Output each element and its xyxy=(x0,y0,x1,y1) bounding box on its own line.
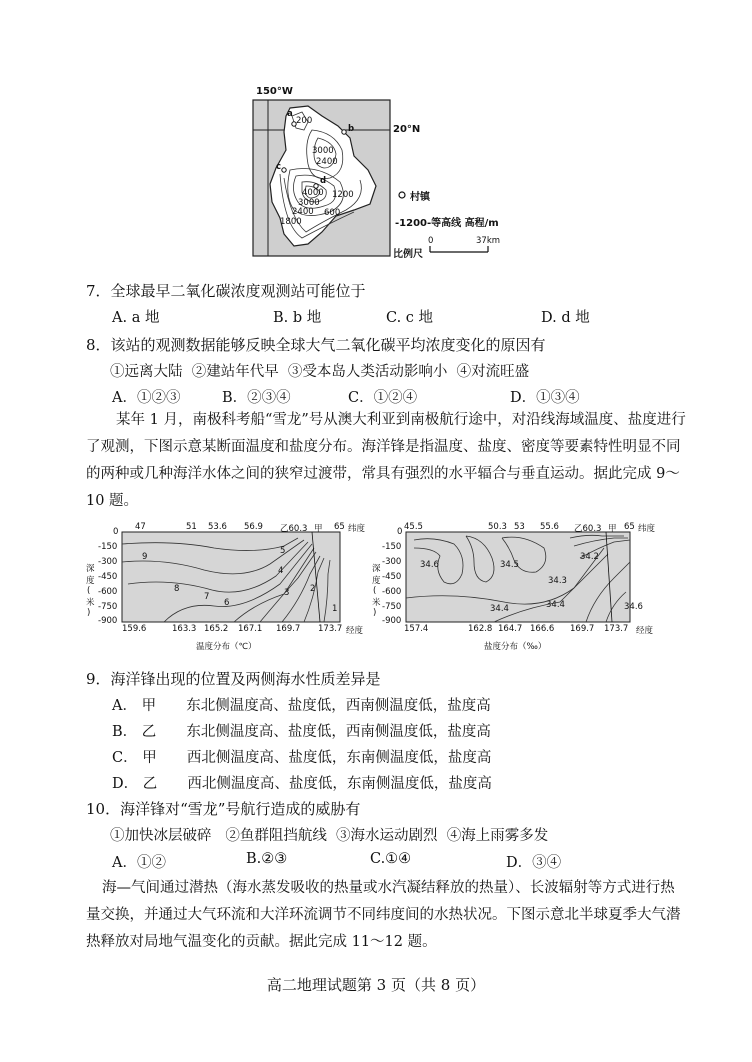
salinity-section-chart xyxy=(374,518,668,656)
salt-top-label: 65 xyxy=(624,522,635,532)
q9-option-letter: D． xyxy=(112,776,139,792)
salt-x-tick: 164.7 xyxy=(498,624,523,634)
contour-label: 3000 xyxy=(298,198,320,208)
contour-label: 2400 xyxy=(316,157,338,167)
temp-top-label: 纬度 xyxy=(348,524,366,534)
q8-option-c: C．①②④ xyxy=(348,390,418,406)
salt-top-label: 53 xyxy=(514,522,525,532)
temp-top-label: 53.6 xyxy=(208,522,227,532)
q7-option-b: B. b 地 xyxy=(273,310,322,326)
salt-ylabel: 度 xyxy=(372,576,381,586)
scale-zero: 0 xyxy=(428,236,434,246)
salt-y-tick: -600 xyxy=(382,587,402,597)
temp-x-tick: 163.3 xyxy=(172,624,197,634)
contour-label: 4000 xyxy=(302,188,324,198)
q9-option-desc: 西北侧温度高、盐度低，东南侧温度低，盐度高 xyxy=(187,776,492,792)
q9-option-letter: A． xyxy=(112,698,137,714)
temp-x-tick: 169.7 xyxy=(276,624,301,634)
village-c-marker xyxy=(282,168,286,172)
temp-contour-label: 1 xyxy=(332,604,338,614)
temp-x-tick: 经度 xyxy=(346,626,364,636)
temp-x-tick: 173.7 xyxy=(318,624,343,634)
salt-ylabel: ( xyxy=(373,586,377,596)
temp-contour-label: 6 xyxy=(224,598,230,608)
q9-option-place: 甲 xyxy=(142,750,157,766)
contour-label: 3000 xyxy=(312,146,334,156)
salt-x-tick: 经度 xyxy=(636,626,654,636)
q9-option-letter: B． xyxy=(112,724,138,740)
temp-contour-label: 4 xyxy=(278,566,284,576)
q10-option-c: C.①④ xyxy=(370,851,412,867)
temp-ylabel: ) xyxy=(87,608,91,618)
temp-ylabel: 深 xyxy=(86,564,95,574)
salt-y-tick: -150 xyxy=(382,542,402,552)
q10-option-b: B.②③ xyxy=(246,851,288,867)
salt-x-tick: 173.7 xyxy=(604,624,629,634)
temp-contour-label: 7 xyxy=(204,592,210,602)
q8-option-a: A．①②③ xyxy=(112,390,181,406)
temp-contour-label: 5 xyxy=(280,546,286,556)
temp-top-label: 51 xyxy=(186,522,197,532)
q8-stem: 8．该站的观测数据能够反映全球大气二氧化碳平均浓度变化的原因有 xyxy=(86,336,546,354)
salt-x-tick: 157.4 xyxy=(404,624,429,634)
q9-option-b xyxy=(112,720,491,741)
temp-y-tick: -450 xyxy=(98,572,118,582)
scale-label: 比例尺 xyxy=(393,249,423,260)
temp-y-tick: -750 xyxy=(98,602,118,612)
temp-contour-label: 2 xyxy=(310,584,316,594)
salt-x-tick: 162.8 xyxy=(468,624,493,634)
salt-contour-label: 34.6 xyxy=(624,602,643,612)
temp-top-label: 甲 xyxy=(314,524,323,534)
legend-village-label: 村镇 xyxy=(410,192,430,203)
salt-contour-label: 34.5 xyxy=(500,560,519,570)
temp-top-label: 乙60.3 xyxy=(280,524,308,534)
point-label-a: a xyxy=(287,109,293,119)
contour-label: 200 xyxy=(296,116,313,126)
map-lat-label: 20°N xyxy=(393,124,421,135)
salt-top-label: 甲 xyxy=(608,524,617,534)
temp-x-tick: 159.6 xyxy=(122,624,147,634)
legend-contour-label: -1200-等高线 高程/m xyxy=(395,218,499,229)
temp-contour-label: 3 xyxy=(284,588,290,598)
temp-top-label: 65 xyxy=(334,522,345,532)
salt-ylabel: 米 xyxy=(372,598,381,608)
island-map xyxy=(250,86,510,262)
temp-contour-label: 9 xyxy=(142,552,148,562)
salt-y-tick: -900 xyxy=(382,616,402,626)
scale-distance: 37km xyxy=(476,236,501,246)
salinity-chart-drawing xyxy=(374,518,668,656)
map-lon-label: 150°W xyxy=(256,86,293,97)
temp-top-label: 56.9 xyxy=(244,522,263,532)
salt-contour-label: 34.2 xyxy=(580,552,599,562)
salt-x-tick: 169.7 xyxy=(570,624,595,634)
temp-ylabel: ( xyxy=(87,586,91,596)
q9-option-desc: 东北侧温度高、盐度低，西南侧温度低，盐度高 xyxy=(186,724,491,740)
q10-items: ①加快冰层破碎 ②鱼群阻挡航线 ③海水运动剧烈 ④海上雨雾多发 xyxy=(110,828,549,844)
temp-x-tick: 165.2 xyxy=(204,624,229,634)
salt-top-label: 纬度 xyxy=(638,524,656,534)
q9-option-desc: 东北侧温度高、盐度低，西南侧温度低，盐度高 xyxy=(186,698,491,714)
temperature-section-chart xyxy=(84,518,376,656)
temp-ylabel: 米 xyxy=(86,598,95,608)
q9-option-letter: C． xyxy=(112,750,138,766)
q9-option-c xyxy=(112,746,491,767)
q7-option-d: D. d 地 xyxy=(541,310,590,326)
q10-option-a: A．①② xyxy=(112,855,166,871)
q8-option-d: D．①③④ xyxy=(510,390,580,406)
temp-top-label: 47 xyxy=(135,522,146,532)
salt-contour-label: 34.4 xyxy=(490,604,509,614)
q9-option-d xyxy=(112,772,492,793)
q9-option-place: 乙 xyxy=(142,776,158,792)
point-label-c: c xyxy=(276,162,282,172)
salt-contour-label: 34.3 xyxy=(548,576,567,586)
temperature-chart-drawing xyxy=(84,518,376,656)
q8-option-b: B．②③④ xyxy=(222,390,291,406)
salt-y-tick: 0 xyxy=(397,527,403,537)
salt-x-tick: 166.6 xyxy=(530,624,555,634)
q8-items: ①远离大陆 ②建站年代早 ③受本岛人类活动影响小 ④对流旺盛 xyxy=(110,364,530,380)
page-footer: 高二地理试题第 3 页（共 8 页） xyxy=(266,976,486,994)
temp-chart-caption: 温度分布（℃） xyxy=(196,642,257,652)
q9-stem: 9．海洋锋出现的位置及两侧海水性质差异是 xyxy=(86,670,381,688)
temp-y-tick: -150 xyxy=(98,542,118,552)
village-b-marker xyxy=(342,130,346,134)
q7-option-c: C. c 地 xyxy=(386,310,434,326)
temp-contour-label: 8 xyxy=(174,584,180,594)
temp-ylabel: 度 xyxy=(86,576,95,586)
contour-label: 600 xyxy=(324,208,341,218)
salt-ylabel: 深 xyxy=(372,564,381,574)
legend-village-marker xyxy=(399,192,405,198)
salt-top-label: 50.3 xyxy=(488,522,507,532)
q9-option-place: 甲 xyxy=(141,698,157,714)
salt-top-label: 45.5 xyxy=(404,522,423,532)
salt-chart-caption: 盐度分布（‰） xyxy=(484,642,547,652)
q10-stem: 10．海洋锋对“雪龙”号航行造成的威胁有 xyxy=(86,800,361,818)
q7-option-a: A. a 地 xyxy=(112,310,160,326)
salt-y-tick: -750 xyxy=(382,602,402,612)
temp-y-tick: 0 xyxy=(113,527,119,537)
salt-contour-label: 34.6 xyxy=(420,560,439,570)
q10-option-d: D．③④ xyxy=(506,855,562,871)
temp-y-tick: -900 xyxy=(98,616,118,626)
point-label-d: d xyxy=(320,176,327,186)
salt-contour-label: 34.4 xyxy=(546,600,565,610)
salt-y-tick: -450 xyxy=(382,572,402,582)
q9-option-place: 乙 xyxy=(141,724,157,740)
contour-label: 1200 xyxy=(332,190,354,200)
q9-option-desc: 西北侧温度高、盐度低，东南侧温度低，盐度高 xyxy=(186,750,492,766)
temp-y-tick: -600 xyxy=(98,587,118,597)
q7-stem: 7．全球最早二氧化碳浓度观测站可能位于 xyxy=(86,282,366,300)
temp-y-tick: -300 xyxy=(98,557,118,567)
passage-ocean-front: 某年 1 月，南极科考船“雪龙”号从澳大利亚到南极航行途中，对沿线海域温度、盐度进行了观测，下图示意某断面温度和盐度分布。海洋锋是指温度、盐度、密度等要素特性明显不同的两种或几种海洋水体之间的狭窄过渡带，常具有强烈的水平辐合与垂直运动。据此完成 9～10 题。 xyxy=(86,412,686,509)
salt-top-label: 55.6 xyxy=(540,522,559,532)
salt-ylabel: ) xyxy=(373,608,377,618)
temp-x-tick: 167.1 xyxy=(238,624,263,634)
point-label-b: b xyxy=(348,124,355,134)
contour-label: 2400 xyxy=(292,207,314,217)
q9-option-a xyxy=(112,694,491,715)
contour-label: 1800 xyxy=(280,217,302,227)
salt-top-label: 乙60.3 xyxy=(574,524,602,534)
passage-latent-heat: 海—气间通过潜热（海水蒸发吸收的热量或水汽凝结释放的热量）、长波辐射等方式进行热量交换，并通过大气环流和大洋环流调节不同纬度间的水热状况。下图示意北半球夏季大气潜热释放对局地气温变化的贡献。据此完成 11～12 题。 xyxy=(86,880,681,950)
salt-y-tick: -300 xyxy=(382,557,402,567)
